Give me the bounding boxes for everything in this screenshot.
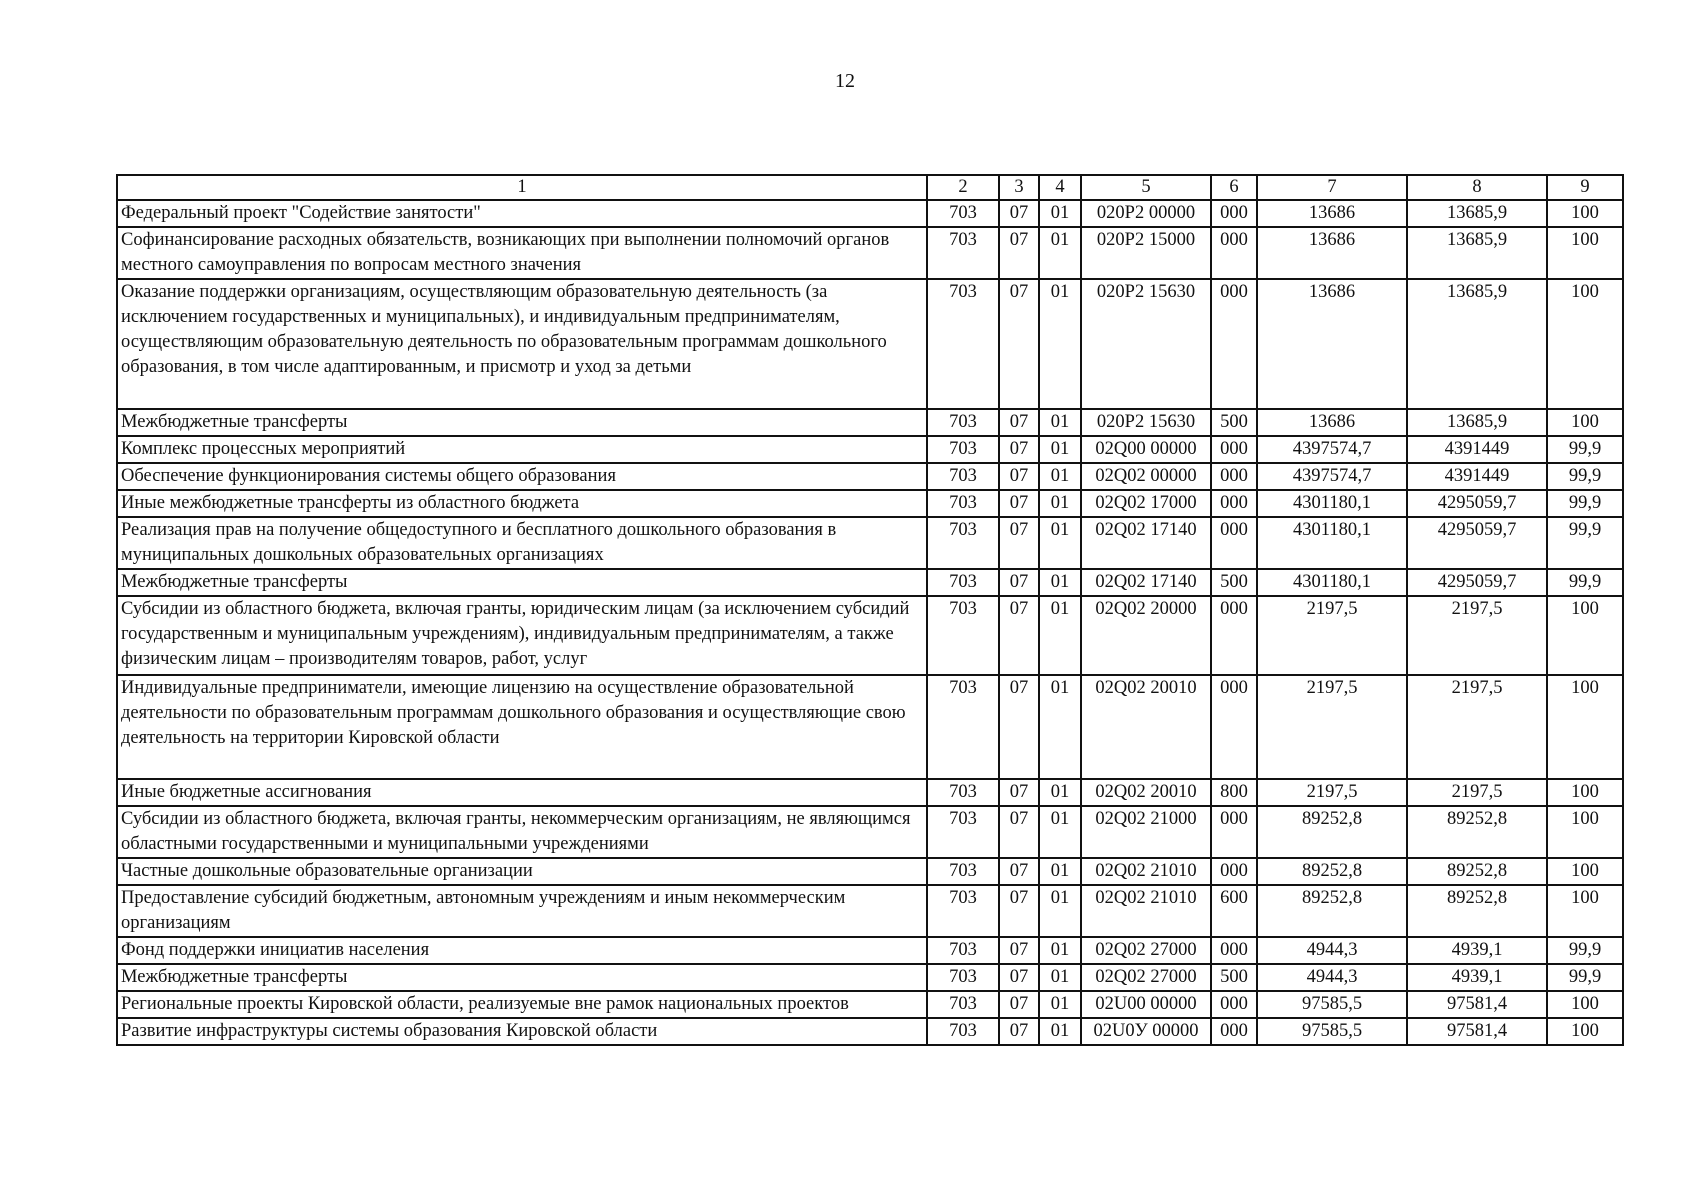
row-label: Обеспечение функционирования системы общего образования xyxy=(117,463,927,490)
cell-actual: 89252,8 xyxy=(1407,885,1547,937)
cell-subsection: 01 xyxy=(1039,806,1081,858)
cell-section: 07 xyxy=(999,885,1039,937)
cell-section: 07 xyxy=(999,517,1039,569)
column-header: 1 xyxy=(117,175,927,200)
cell-code-admin: 703 xyxy=(927,596,999,675)
cell-target-article: 02Q02 17140 xyxy=(1081,569,1211,596)
cell-planned: 13686 xyxy=(1257,279,1407,409)
cell-percent: 99,9 xyxy=(1547,569,1623,596)
cell-subsection: 01 xyxy=(1039,463,1081,490)
column-header: 5 xyxy=(1081,175,1211,200)
cell-section: 07 xyxy=(999,436,1039,463)
cell-planned: 13686 xyxy=(1257,409,1407,436)
cell-target-article: 020Р2 15000 xyxy=(1081,227,1211,279)
cell-section: 07 xyxy=(999,964,1039,991)
cell-code-admin: 703 xyxy=(927,490,999,517)
cell-subsection: 01 xyxy=(1039,569,1081,596)
cell-planned: 4944,3 xyxy=(1257,937,1407,964)
table-row xyxy=(117,517,1623,569)
cell-actual: 4939,1 xyxy=(1407,937,1547,964)
cell-subsection: 01 xyxy=(1039,937,1081,964)
cell-actual: 2197,5 xyxy=(1407,675,1547,779)
cell-subsection: 01 xyxy=(1039,964,1081,991)
row-label: Индивидуальные предприниматели, имеющие лицензию на осуществление образовательной деятельности по образовательным программам дошкольного образования и осуществляющие свою деятельность на территории Кировской области xyxy=(117,675,927,779)
cell-target-article: 020Р2 15630 xyxy=(1081,279,1211,409)
cell-percent: 100 xyxy=(1547,779,1623,806)
cell-planned: 89252,8 xyxy=(1257,885,1407,937)
cell-actual: 13685,9 xyxy=(1407,200,1547,227)
cell-target-article: 02Q02 17000 xyxy=(1081,490,1211,517)
cell-planned: 4301180,1 xyxy=(1257,490,1407,517)
table-row xyxy=(117,596,1623,675)
table-row xyxy=(117,675,1623,779)
table-row xyxy=(117,436,1623,463)
table-row xyxy=(117,490,1623,517)
cell-section: 07 xyxy=(999,779,1039,806)
row-label: Развитие инфраструктуры системы образования Кировской области xyxy=(117,1018,927,1045)
cell-percent: 100 xyxy=(1547,806,1623,858)
row-label: Межбюджетные трансферты xyxy=(117,409,927,436)
row-label: Межбюджетные трансферты xyxy=(117,964,927,991)
cell-code-admin: 703 xyxy=(927,1018,999,1045)
row-label: Предоставление субсидий бюджетным, автономным учреждениям и иным некоммерческим организациям xyxy=(117,885,927,937)
cell-percent: 99,9 xyxy=(1547,490,1623,517)
cell-target-article: 020Р2 15630 xyxy=(1081,409,1211,436)
cell-percent: 100 xyxy=(1547,1018,1623,1045)
cell-percent: 100 xyxy=(1547,200,1623,227)
cell-expense-type: 000 xyxy=(1211,279,1257,409)
cell-target-article: 02Q02 20010 xyxy=(1081,675,1211,779)
cell-target-article: 02Q02 00000 xyxy=(1081,463,1211,490)
cell-target-article: 02Q00 00000 xyxy=(1081,436,1211,463)
cell-actual: 2197,5 xyxy=(1407,779,1547,806)
table-row xyxy=(117,806,1623,858)
cell-actual: 97581,4 xyxy=(1407,1018,1547,1045)
table-row xyxy=(117,569,1623,596)
cell-section: 07 xyxy=(999,806,1039,858)
row-label: Комплекс процессных мероприятий xyxy=(117,436,927,463)
column-header: 6 xyxy=(1211,175,1257,200)
cell-subsection: 01 xyxy=(1039,279,1081,409)
cell-planned: 4301180,1 xyxy=(1257,569,1407,596)
cell-expense-type: 000 xyxy=(1211,858,1257,885)
row-label: Софинансирование расходных обязательств, возникающих при выполнении полномочий органов местного самоуправления по вопросам местного значения xyxy=(117,227,927,279)
cell-code-admin: 703 xyxy=(927,279,999,409)
cell-code-admin: 703 xyxy=(927,885,999,937)
cell-subsection: 01 xyxy=(1039,885,1081,937)
table-row xyxy=(117,463,1623,490)
table-row xyxy=(117,779,1623,806)
row-label: Региональные проекты Кировской области, реализуемые вне рамок национальных проектов xyxy=(117,991,927,1018)
cell-section: 07 xyxy=(999,227,1039,279)
table-body xyxy=(117,200,1623,1045)
cell-percent: 99,9 xyxy=(1547,463,1623,490)
cell-planned: 97585,5 xyxy=(1257,991,1407,1018)
cell-expense-type: 000 xyxy=(1211,675,1257,779)
row-label: Реализация прав на получение общедоступного и бесплатного дошкольного образования в муниципальных дошкольных образовательных организациях xyxy=(117,517,927,569)
cell-planned: 4397574,7 xyxy=(1257,463,1407,490)
cell-code-admin: 703 xyxy=(927,991,999,1018)
cell-target-article: 02U0У 00000 xyxy=(1081,1018,1211,1045)
row-label: Иные межбюджетные трансферты из областного бюджета xyxy=(117,490,927,517)
cell-planned: 2197,5 xyxy=(1257,596,1407,675)
cell-code-admin: 703 xyxy=(927,779,999,806)
cell-subsection: 01 xyxy=(1039,517,1081,569)
cell-actual: 13685,9 xyxy=(1407,279,1547,409)
cell-subsection: 01 xyxy=(1039,490,1081,517)
cell-section: 07 xyxy=(999,463,1039,490)
cell-actual: 89252,8 xyxy=(1407,806,1547,858)
cell-percent: 99,9 xyxy=(1547,436,1623,463)
cell-percent: 100 xyxy=(1547,596,1623,675)
cell-actual: 4295059,7 xyxy=(1407,569,1547,596)
table-row xyxy=(117,200,1623,227)
cell-expense-type: 000 xyxy=(1211,596,1257,675)
cell-subsection: 01 xyxy=(1039,596,1081,675)
column-header: 4 xyxy=(1039,175,1081,200)
table-row xyxy=(117,964,1623,991)
cell-actual: 89252,8 xyxy=(1407,858,1547,885)
cell-code-admin: 703 xyxy=(927,937,999,964)
cell-expense-type: 000 xyxy=(1211,1018,1257,1045)
cell-expense-type: 500 xyxy=(1211,964,1257,991)
cell-actual: 13685,9 xyxy=(1407,409,1547,436)
cell-expense-type: 000 xyxy=(1211,517,1257,569)
cell-target-article: 02Q02 21010 xyxy=(1081,858,1211,885)
cell-section: 07 xyxy=(999,596,1039,675)
header-row xyxy=(117,175,1623,200)
cell-percent: 100 xyxy=(1547,279,1623,409)
cell-planned: 13686 xyxy=(1257,227,1407,279)
cell-section: 07 xyxy=(999,991,1039,1018)
cell-target-article: 02Q02 20010 xyxy=(1081,779,1211,806)
cell-subsection: 01 xyxy=(1039,779,1081,806)
cell-actual: 4391449 xyxy=(1407,463,1547,490)
cell-section: 07 xyxy=(999,409,1039,436)
cell-planned: 4397574,7 xyxy=(1257,436,1407,463)
cell-planned: 13686 xyxy=(1257,200,1407,227)
cell-actual: 4295059,7 xyxy=(1407,517,1547,569)
table-row xyxy=(117,858,1623,885)
cell-percent: 99,9 xyxy=(1547,964,1623,991)
cell-section: 07 xyxy=(999,937,1039,964)
page-number: 12 xyxy=(835,70,855,92)
table-row xyxy=(117,937,1623,964)
cell-target-article: 02Q02 27000 xyxy=(1081,937,1211,964)
cell-planned: 89252,8 xyxy=(1257,858,1407,885)
cell-percent: 99,9 xyxy=(1547,517,1623,569)
cell-percent: 100 xyxy=(1547,675,1623,779)
cell-code-admin: 703 xyxy=(927,858,999,885)
cell-actual: 4939,1 xyxy=(1407,964,1547,991)
cell-subsection: 01 xyxy=(1039,1018,1081,1045)
column-header: 3 xyxy=(999,175,1039,200)
cell-actual: 13685,9 xyxy=(1407,227,1547,279)
cell-subsection: 01 xyxy=(1039,858,1081,885)
cell-code-admin: 703 xyxy=(927,517,999,569)
cell-target-article: 02U00 00000 xyxy=(1081,991,1211,1018)
cell-planned: 2197,5 xyxy=(1257,675,1407,779)
cell-expense-type: 000 xyxy=(1211,991,1257,1018)
cell-expense-type: 500 xyxy=(1211,569,1257,596)
cell-subsection: 01 xyxy=(1039,675,1081,779)
cell-section: 07 xyxy=(999,858,1039,885)
cell-code-admin: 703 xyxy=(927,200,999,227)
cell-code-admin: 703 xyxy=(927,964,999,991)
cell-section: 07 xyxy=(999,675,1039,779)
cell-percent: 100 xyxy=(1547,858,1623,885)
cell-planned: 4301180,1 xyxy=(1257,517,1407,569)
cell-planned: 2197,5 xyxy=(1257,779,1407,806)
cell-code-admin: 703 xyxy=(927,409,999,436)
cell-code-admin: 703 xyxy=(927,569,999,596)
cell-section: 07 xyxy=(999,490,1039,517)
table-row xyxy=(117,279,1623,409)
cell-expense-type: 000 xyxy=(1211,227,1257,279)
cell-section: 07 xyxy=(999,279,1039,409)
row-label: Фонд поддержки инициатив населения xyxy=(117,937,927,964)
cell-expense-type: 600 xyxy=(1211,885,1257,937)
cell-expense-type: 800 xyxy=(1211,779,1257,806)
cell-planned: 4944,3 xyxy=(1257,964,1407,991)
table-row xyxy=(117,227,1623,279)
cell-section: 07 xyxy=(999,1018,1039,1045)
cell-code-admin: 703 xyxy=(927,675,999,779)
cell-subsection: 01 xyxy=(1039,991,1081,1018)
cell-code-admin: 703 xyxy=(927,806,999,858)
column-header: 8 xyxy=(1407,175,1547,200)
cell-actual: 4391449 xyxy=(1407,436,1547,463)
cell-planned: 89252,8 xyxy=(1257,806,1407,858)
row-label: Субсидии из областного бюджета, включая гранты, юридическим лицам (за исключением субсидий государственным и муниципальным учреждениям), индивидуальным предпринимателям, а также физическим лицам – производителям товаров, работ, услуг xyxy=(117,596,927,675)
cell-expense-type: 000 xyxy=(1211,436,1257,463)
cell-actual: 97581,4 xyxy=(1407,991,1547,1018)
column-header: 9 xyxy=(1547,175,1623,200)
cell-expense-type: 000 xyxy=(1211,937,1257,964)
cell-target-article: 020Р2 00000 xyxy=(1081,200,1211,227)
cell-target-article: 02Q02 27000 xyxy=(1081,964,1211,991)
budget-table xyxy=(116,174,1624,1046)
cell-expense-type: 000 xyxy=(1211,490,1257,517)
cell-percent: 100 xyxy=(1547,227,1623,279)
cell-percent: 100 xyxy=(1547,409,1623,436)
cell-subsection: 01 xyxy=(1039,200,1081,227)
row-label: Оказание поддержки организациям, осуществляющим образовательную деятельность (за исключением государственных и муниципальных), и индивидуальным предпринимателям, осуществляющим образовательную деятельность по образовательным программам дошкольного образования, в том числе адаптированным, и присмотр и уход за детьми xyxy=(117,279,927,409)
cell-percent: 100 xyxy=(1547,885,1623,937)
cell-percent: 99,9 xyxy=(1547,937,1623,964)
cell-subsection: 01 xyxy=(1039,436,1081,463)
cell-code-admin: 703 xyxy=(927,463,999,490)
cell-section: 07 xyxy=(999,569,1039,596)
cell-subsection: 01 xyxy=(1039,409,1081,436)
cell-section: 07 xyxy=(999,200,1039,227)
cell-expense-type: 500 xyxy=(1211,409,1257,436)
cell-expense-type: 000 xyxy=(1211,200,1257,227)
row-label: Субсидии из областного бюджета, включая гранты, некоммерческим организациям, не являющимся областными государственными и муниципальными учреждениями xyxy=(117,806,927,858)
table-row xyxy=(117,1018,1623,1045)
cell-target-article: 02Q02 17140 xyxy=(1081,517,1211,569)
table-row xyxy=(117,885,1623,937)
cell-target-article: 02Q02 21010 xyxy=(1081,885,1211,937)
cell-subsection: 01 xyxy=(1039,227,1081,279)
row-label: Иные бюджетные ассигнования xyxy=(117,779,927,806)
cell-target-article: 02Q02 21000 xyxy=(1081,806,1211,858)
cell-actual: 2197,5 xyxy=(1407,596,1547,675)
cell-actual: 4295059,7 xyxy=(1407,490,1547,517)
cell-code-admin: 703 xyxy=(927,436,999,463)
row-label: Частные дошкольные образовательные организации xyxy=(117,858,927,885)
cell-code-admin: 703 xyxy=(927,227,999,279)
cell-percent: 100 xyxy=(1547,991,1623,1018)
table-row xyxy=(117,991,1623,1018)
row-label: Федеральный проект "Содействие занятости" xyxy=(117,200,927,227)
cell-planned: 97585,5 xyxy=(1257,1018,1407,1045)
cell-expense-type: 000 xyxy=(1211,463,1257,490)
cell-expense-type: 000 xyxy=(1211,806,1257,858)
row-label: Межбюджетные трансферты xyxy=(117,569,927,596)
table-row xyxy=(117,409,1623,436)
cell-target-article: 02Q02 20000 xyxy=(1081,596,1211,675)
column-header: 2 xyxy=(927,175,999,200)
column-header: 7 xyxy=(1257,175,1407,200)
